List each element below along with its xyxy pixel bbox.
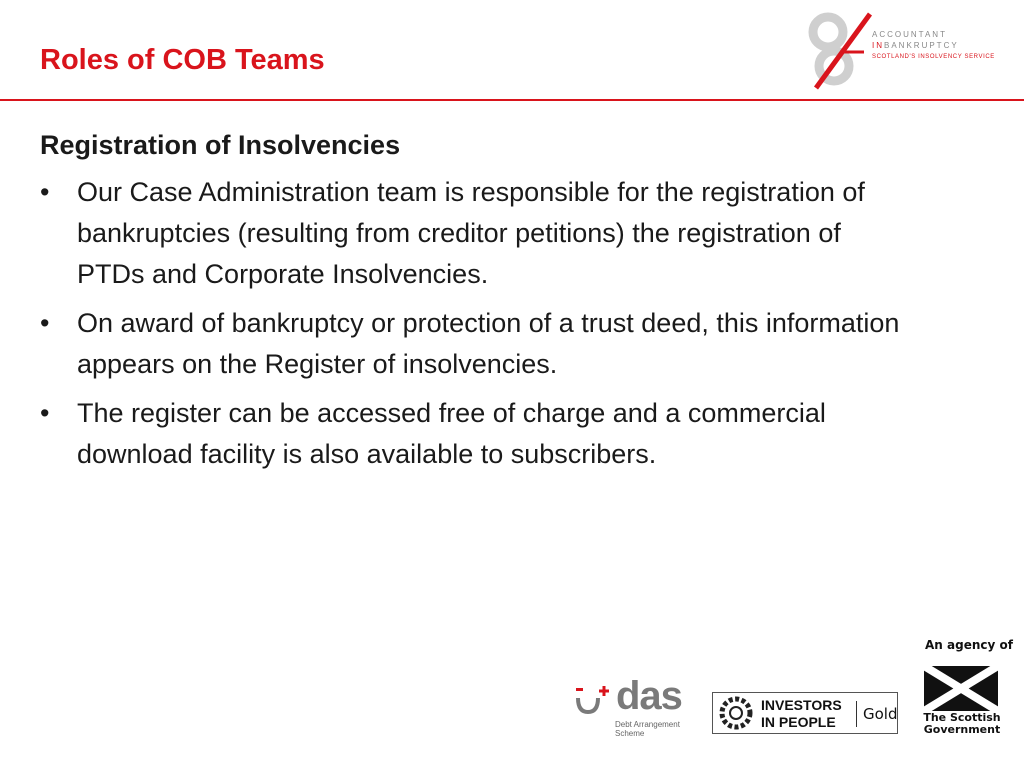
slide-title: Roles of COB Teams [40,44,325,76]
aib-logo-mark [800,8,1000,92]
bullet-text: Our Case Administration team is responsible for the registration of bankruptcies (resulting from creditor petitions) the registration of PTDs and Corporate Insolvencies. [77,177,865,289]
iip-logo [712,692,898,734]
bullet-dot-icon: • [40,177,50,207]
section-heading: Registration of Insolvencies [40,130,401,160]
das-caption: Debt Arrangement Scheme [615,720,680,738]
bullet-text: On award of bankruptcy or protection of a trust deed, this information appears on the Register of insolvencies. [77,308,900,379]
aib-line3: SCOTLAND'S INSOLVENCY SERVICE [872,54,995,60]
bullet-list [40,172,900,475]
iip-wordmark: INVESTORS IN PEOPLE [761,697,842,730]
title-divider [0,99,1024,101]
bullet-item [40,172,900,295]
iip-level: Gold [863,705,898,723]
saltire-flag-icon [924,666,998,711]
bullet-dot-icon: • [40,308,50,338]
aib-line2: INBANKRUPTCY [872,41,959,50]
bullet-item [40,303,900,385]
slide-body [40,126,900,483]
iip-divider [856,701,857,727]
wreath-icon [717,695,755,731]
bullet-item [40,393,900,475]
bullet-dot-icon: • [40,398,50,428]
aib-line1: ACCOUNTANT [872,30,947,39]
das-wordmark: das [616,674,682,718]
scottish-government-wordmark: The Scottish Government [923,711,1001,736]
agency-label: An agency of [925,638,1013,652]
bullet-text: The register can be accessed free of charge and a commercial download facility is also available to subscribers. [77,398,826,469]
